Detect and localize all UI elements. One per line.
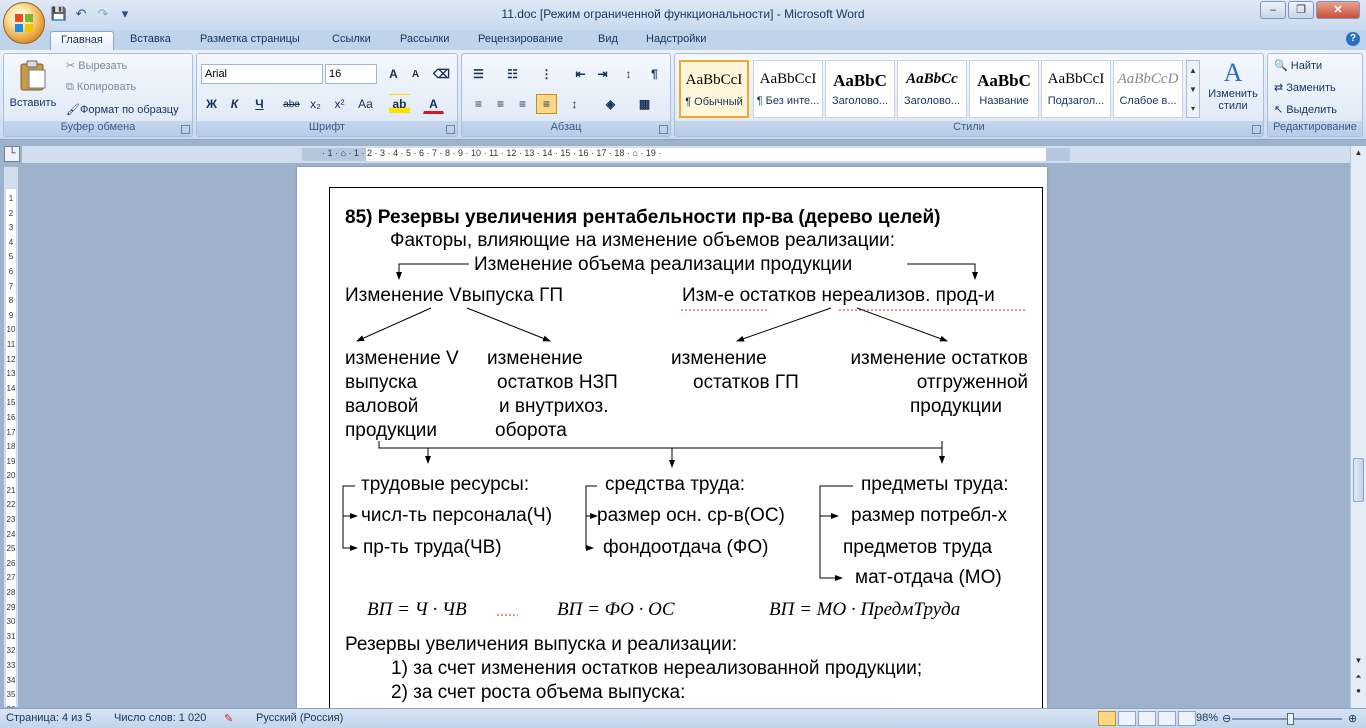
paragraph-launcher[interactable] xyxy=(659,125,668,134)
tab-page-layout[interactable]: Разметка страницы xyxy=(200,33,300,45)
scroll-up-icon[interactable]: ▲ xyxy=(1354,148,1363,157)
ruler-right-margin xyxy=(1046,148,1070,161)
vruler-number: 29 xyxy=(6,602,16,612)
leaf-line: продукции xyxy=(909,396,1002,417)
vruler-number: 33 xyxy=(6,661,16,670)
binoculars-icon: 🔍 xyxy=(1274,60,1291,72)
borders-icon[interactable]: ▦ xyxy=(638,97,651,111)
resource-col1-item2: пр-ть труда(ЧВ) xyxy=(363,537,502,558)
clipboard-group-label: Буфер обмена xyxy=(4,121,192,136)
cut-button[interactable] xyxy=(66,59,127,72)
vruler-number: 1 xyxy=(8,194,14,203)
vruler-number: 25 xyxy=(6,544,16,554)
formula-labor: ВП = Ч · ЧВ xyxy=(367,599,467,620)
col1-bracket xyxy=(343,486,357,548)
grow-font-button[interactable]: A xyxy=(389,67,398,81)
vruler-number: 35 xyxy=(6,690,16,700)
cursor-icon: ↖ xyxy=(1274,104,1287,116)
leaf-line: отгруженной xyxy=(916,372,1028,393)
shrink-font-button[interactable]: A xyxy=(411,69,420,80)
tree-leaf-3 xyxy=(671,347,799,395)
ruler-numbers: · 1 · ⌂ · 1 · 2 · 3 · 4 · 5 · 6 · 7 · 8 · 9 · 10 · 11 · 12 · 13 · 14 · 15 · 16 · 17 · 18 · ⌂ · 19 · xyxy=(322,148,662,158)
font-size-box[interactable]: 16 xyxy=(325,64,377,84)
decrease-indent-icon[interactable]: ⇤ xyxy=(575,67,586,81)
resource-col3-title: предметы труда: xyxy=(861,474,1009,495)
merge-bracket xyxy=(379,441,942,448)
sort-icon[interactable]: ↕ xyxy=(625,67,632,81)
vruler-number: 19 xyxy=(6,456,16,466)
style-preview: AaBbC xyxy=(977,71,1031,90)
vruler-numbers xyxy=(6,192,16,717)
paste-button[interactable] xyxy=(8,58,58,120)
align-right-icon[interactable]: ≡ xyxy=(518,97,526,111)
tab-home[interactable]: Главная xyxy=(50,31,114,50)
superscript-button[interactable]: x² xyxy=(334,97,345,111)
font-group-label: Шрифт xyxy=(197,121,457,136)
root-right-arrow xyxy=(907,264,975,279)
reserve-item-1: 1) за счет изменения остатков нереализованной продукции; xyxy=(391,658,923,679)
replace-icon: ⇄ xyxy=(1274,82,1287,94)
change-case-button[interactable]: Aa xyxy=(358,97,373,111)
tab-mailings[interactable]: Рассылки xyxy=(400,33,450,45)
line-spacing-icon[interactable]: ↕ xyxy=(571,97,578,111)
style-heading2[interactable] xyxy=(897,60,967,118)
style-normal[interactable] xyxy=(679,60,749,118)
change-styles-icon: A xyxy=(1223,58,1243,87)
align-left-icon[interactable]: ≡ xyxy=(474,97,482,111)
vruler-number: 17 xyxy=(6,427,16,437)
style-name: Заголово... xyxy=(831,95,889,107)
style-name: Название xyxy=(979,95,1029,107)
horizontal-ruler[interactable] xyxy=(22,146,1350,163)
highlight-icon[interactable]: ab xyxy=(389,94,410,114)
paste-label: Вставить xyxy=(9,97,57,109)
find-button[interactable] xyxy=(1274,59,1322,72)
align-center-icon[interactable]: ≡ xyxy=(496,97,504,111)
vruler-number: 9 xyxy=(8,310,14,320)
tree-leaf-1 xyxy=(345,347,459,443)
vruler-number: 5 xyxy=(8,252,14,262)
tree-leaf-2 xyxy=(487,347,618,443)
col3-bracket xyxy=(820,486,853,578)
paintbrush-icon: 🖌 xyxy=(66,104,80,116)
resource-col1-title: трудовые ресурсы: xyxy=(361,474,530,495)
clipboard-icon xyxy=(18,60,48,92)
font-name-box[interactable]: Arial xyxy=(201,64,323,84)
resource-col2-item2: фондоотдача (ФО) xyxy=(603,537,769,558)
editing-group xyxy=(1267,53,1363,137)
font-color-icon[interactable]: A xyxy=(423,94,444,114)
vruler-number: 11 xyxy=(6,339,16,349)
language-indicator[interactable]: Русский (Россия) xyxy=(256,712,344,724)
resource-col1-item1: числ-ть персонала(Ч) xyxy=(361,505,553,526)
vertical-ruler[interactable] xyxy=(4,167,18,707)
vruler-number: 28 xyxy=(6,588,16,598)
col2-bracket xyxy=(586,486,597,548)
select-label: Выделить xyxy=(1286,104,1338,116)
outline-view-icon[interactable] xyxy=(1158,711,1176,726)
style-subtitle[interactable] xyxy=(1041,60,1111,118)
italic-button[interactable]: К xyxy=(230,97,239,111)
vruler-number: 10 xyxy=(6,325,16,335)
web-layout-icon[interactable] xyxy=(1138,711,1156,726)
leaf-line: изменение остатков xyxy=(850,348,1028,369)
paragraph-group xyxy=(461,53,671,137)
shading-icon[interactable]: ◈ xyxy=(605,97,616,111)
justify-icon[interactable]: ≡ xyxy=(536,94,557,114)
vruler-number: 14 xyxy=(6,383,16,393)
numbering-icon[interactable]: ☷ xyxy=(507,67,518,81)
leaf-line: изменение xyxy=(487,348,583,369)
minimize-button[interactable]: – xyxy=(1260,1,1286,19)
leaf-line: оборота xyxy=(495,420,567,441)
resource-col2-item1: размер осн. ср-в(ОС) xyxy=(597,505,785,526)
underline-button[interactable]: Ч xyxy=(255,97,264,111)
undo-icon[interactable]: ↶ xyxy=(75,6,87,21)
tab-addins[interactable]: Надстройки xyxy=(646,33,707,45)
style-preview: AaBbCcI xyxy=(759,71,817,87)
subscript-button[interactable]: x₂ xyxy=(310,97,321,111)
font-launcher[interactable] xyxy=(446,125,455,134)
right-branch-arrow-2 xyxy=(857,308,947,341)
bold-button[interactable]: Ж xyxy=(206,97,217,111)
leaf-line: изменение V xyxy=(345,348,459,369)
vruler-number: 15 xyxy=(6,398,16,408)
tree-right-branch: Изм-е остатков нереализов. прод-и xyxy=(682,285,995,306)
style-preview: AaBbCcD xyxy=(1117,71,1179,87)
vruler-number: 27 xyxy=(6,573,16,583)
draft-view-icon[interactable] xyxy=(1178,711,1196,726)
styles-group-label: Стили xyxy=(675,121,1263,136)
title-bar xyxy=(0,0,1366,30)
formula-capital: ВП = ФО · ОС xyxy=(557,599,675,620)
style-name: Слабое в... xyxy=(1119,95,1177,107)
tree-leaf-4 xyxy=(827,347,1028,419)
vruler-number: 2 xyxy=(8,208,14,218)
style-name: ¶ Без инте... xyxy=(756,95,820,107)
font-group xyxy=(196,53,458,137)
style-preview: AaBbCcI xyxy=(1047,71,1105,87)
vruler-number: 13 xyxy=(6,369,16,379)
tab-review[interactable]: Рецензирование xyxy=(478,33,563,45)
cut-label: Вырезать xyxy=(78,60,128,72)
customize-qat-icon[interactable]: ▾ xyxy=(121,6,129,21)
prev-page-icon[interactable]: ⏶ xyxy=(1355,672,1362,681)
vruler-number: 24 xyxy=(6,529,16,539)
vruler-number: 32 xyxy=(6,646,16,656)
save-icon[interactable]: 💾 xyxy=(50,6,68,21)
zoom-out-icon[interactable]: ⊖ xyxy=(1222,713,1232,725)
copy-label: Копировать xyxy=(76,81,137,93)
word-count[interactable]: Число слов: 1 020 xyxy=(114,712,207,724)
leaf-line: остатков ГП xyxy=(693,372,799,393)
vruler-number: 22 xyxy=(6,500,16,510)
status-bar xyxy=(0,708,1366,728)
close-button[interactable]: ✕ xyxy=(1316,1,1360,19)
vruler-number: 16 xyxy=(6,412,16,422)
vruler-number: 26 xyxy=(6,558,16,568)
copy-button[interactable] xyxy=(66,81,136,94)
proofing-icon[interactable]: ✎ xyxy=(224,713,234,725)
scroll-thumb[interactable] xyxy=(1353,458,1364,502)
zoom-slider-knob[interactable] xyxy=(1287,713,1294,725)
select-button[interactable] xyxy=(1274,103,1337,116)
resource-col2-title: средства труда: xyxy=(605,474,746,495)
vertical-scrollbar[interactable] xyxy=(1350,146,1366,708)
tree-left-branch: Изменение Vвыпуска ГП xyxy=(345,285,564,306)
full-screen-reading-icon[interactable] xyxy=(1118,711,1136,726)
tab-view[interactable]: Вид xyxy=(598,33,618,45)
vruler-number: 4 xyxy=(8,237,14,247)
vruler-number: 21 xyxy=(6,485,16,495)
clipboard-group xyxy=(3,53,193,137)
style-name: ¶ Обычный xyxy=(685,96,743,108)
tab-stop-selector[interactable]: └ xyxy=(4,146,20,162)
left-branch-arrow-1 xyxy=(357,308,431,341)
vruler-number: 6 xyxy=(8,266,14,276)
leaf-line: и внутрихоз. xyxy=(499,396,609,417)
format-painter-label: Формат по образцу xyxy=(79,104,179,116)
show-formatting-icon[interactable]: ¶ xyxy=(651,67,658,81)
window-controls xyxy=(1260,1,1360,19)
reserves-heading: Резервы увеличения выпуска и реализации: xyxy=(345,634,738,655)
style-preview: AaBbCcI xyxy=(685,72,743,88)
clear-format-icon[interactable]: ⌫ xyxy=(433,67,450,81)
window-title: 11.doc [Режим ограниченной функциональности] - Microsoft Word xyxy=(501,7,865,21)
copy-icon: ⧉ xyxy=(66,81,77,93)
strikethrough-button[interactable]: abe xyxy=(283,99,300,110)
style-name: Заголово... xyxy=(903,95,961,107)
vruler-number: 7 xyxy=(8,281,14,291)
style-no-spacing[interactable] xyxy=(753,60,823,118)
zoom-level[interactable]: 98% xyxy=(1196,712,1219,724)
office-logo-icon xyxy=(13,12,35,34)
vruler-number: 30 xyxy=(6,617,16,627)
right-branch-arrow-1 xyxy=(737,308,831,341)
styles-launcher[interactable] xyxy=(1252,125,1261,134)
vruler-number: 31 xyxy=(6,631,16,641)
vruler-number: 12 xyxy=(6,354,16,364)
styles-group xyxy=(674,53,1264,137)
ribbon-tabs xyxy=(0,30,1366,50)
page-count[interactable]: Страница: 4 из 5 xyxy=(6,712,92,724)
office-button[interactable] xyxy=(3,2,45,44)
document-page[interactable] xyxy=(297,167,1047,708)
zoom-slider[interactable] xyxy=(1232,718,1342,720)
root-left-arrow xyxy=(399,264,469,279)
browse-object-icon[interactable]: ● xyxy=(1356,686,1361,695)
resource-col3-item1: размер потребл-х xyxy=(851,505,1008,526)
redo-icon[interactable]: ↷ xyxy=(97,6,109,21)
vruler-number: 8 xyxy=(8,296,14,306)
style-name: Подзагол... xyxy=(1047,95,1105,107)
print-layout-icon[interactable] xyxy=(1098,711,1116,726)
vruler-number: 3 xyxy=(8,223,14,233)
leaf-line: изменение xyxy=(671,348,767,369)
replace-button[interactable] xyxy=(1274,81,1336,94)
bullets-icon[interactable]: ☰ xyxy=(473,67,484,81)
replace-label: Заменить xyxy=(1286,82,1336,94)
formula-materials: ВП = МО · ПредмТруда xyxy=(769,599,961,620)
reserve-item-2: 2) за счет роста объема выпуска: xyxy=(391,682,686,703)
increase-indent-icon[interactable]: ⇥ xyxy=(597,67,608,81)
multilevel-list-icon[interactable]: ⋮ xyxy=(540,67,553,81)
style-preview: AaBbC xyxy=(833,71,887,90)
factors-intro: Факторы, влияющие на изменение объемов реализации: xyxy=(390,230,895,251)
resource-col3-item3: мат-отдача (МО) xyxy=(855,567,1002,588)
vruler-number: 34 xyxy=(6,675,16,685)
resource-col3-item2: предметов труда xyxy=(843,537,993,558)
vruler-number: 23 xyxy=(6,515,16,525)
tree-root: Изменение объема реализации продукции xyxy=(474,254,853,275)
tab-insert[interactable]: Вставка xyxy=(130,33,171,45)
change-styles-button[interactable] xyxy=(1203,58,1263,122)
leaf-line: валовой xyxy=(345,396,419,417)
section-heading: 85) Резервы увеличения рентабельности пр-ва (дерево целей) xyxy=(345,207,941,228)
restore-button[interactable]: ❐ xyxy=(1288,1,1314,19)
zoom-in-icon[interactable]: ⊕ xyxy=(1348,713,1358,725)
leaf-line: остатков НЗП xyxy=(497,372,618,393)
leaf-line: продукции xyxy=(345,420,438,441)
tab-references[interactable]: Ссылки xyxy=(332,33,371,45)
style-preview: AaBbCc xyxy=(906,71,958,87)
editing-group-label: Редактирование xyxy=(1268,121,1362,136)
vruler-number: 18 xyxy=(6,442,16,452)
help-icon[interactable]: ? xyxy=(1346,32,1360,46)
vruler-number: 20 xyxy=(6,471,16,481)
change-styles-label: Изменить стили xyxy=(1208,88,1258,112)
scissors-icon: ✂ xyxy=(66,60,79,72)
style-heading1[interactable] xyxy=(825,60,895,118)
format-painter-button[interactable] xyxy=(66,103,179,116)
leaf-line: выпуска xyxy=(345,372,418,393)
ribbon xyxy=(0,50,1366,140)
style-subtle[interactable] xyxy=(1113,60,1183,118)
styles-scroll-icon[interactable]: ▲ ▼ ▾ xyxy=(1186,60,1200,118)
find-label: Найти xyxy=(1290,60,1323,72)
paragraph-group-label: Абзац xyxy=(462,121,670,136)
scroll-down-icon[interactable]: ▼ xyxy=(1354,656,1363,665)
clipboard-launcher[interactable] xyxy=(181,125,190,134)
left-branch-arrow-2 xyxy=(467,308,550,341)
style-title[interactable] xyxy=(969,60,1039,118)
